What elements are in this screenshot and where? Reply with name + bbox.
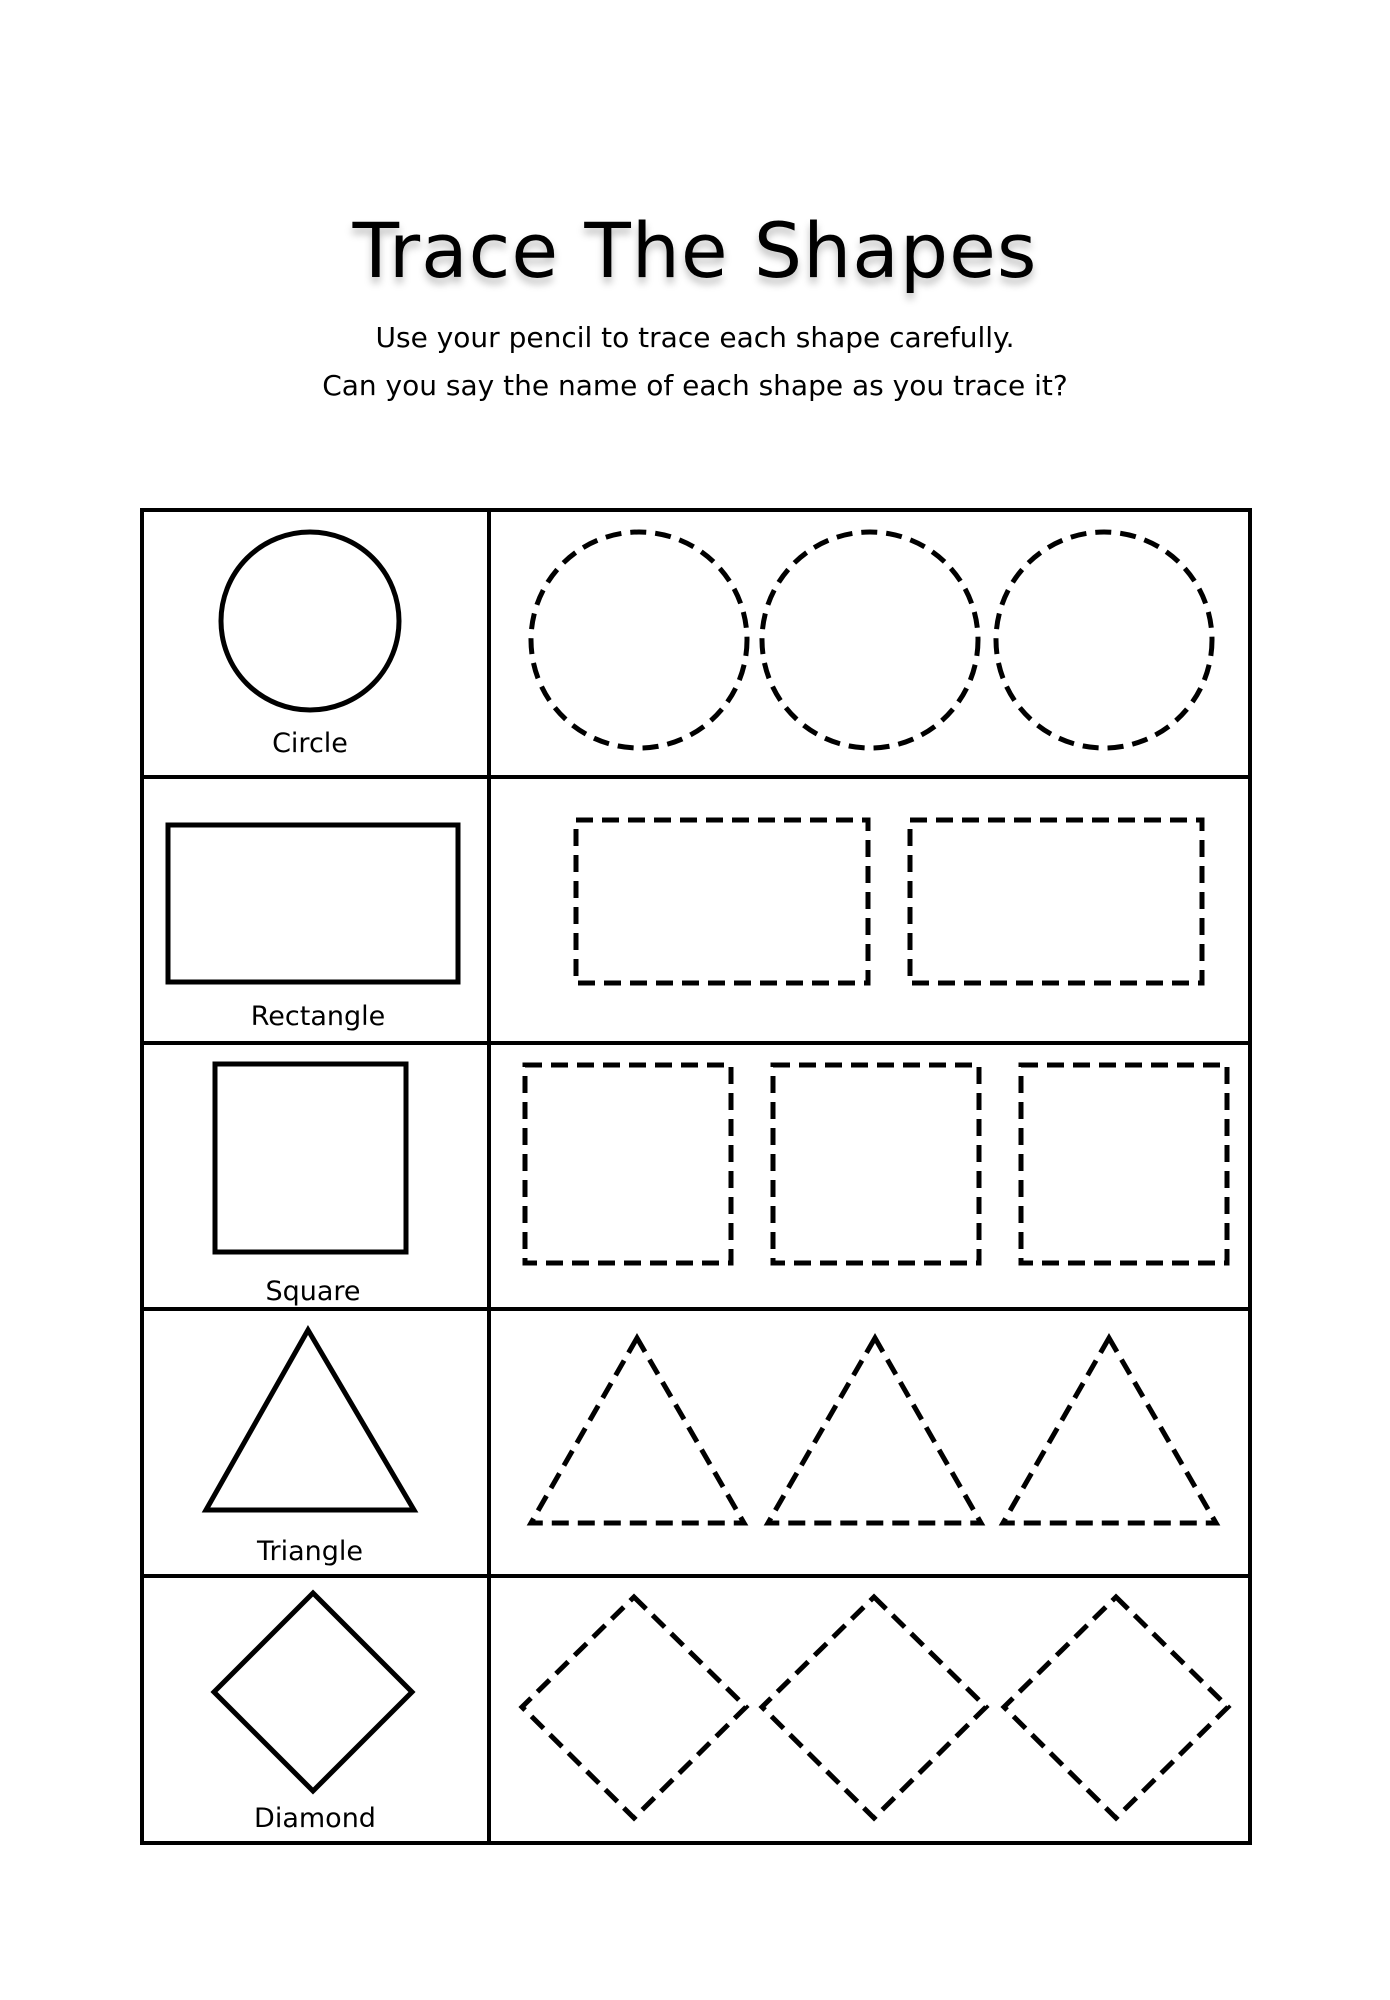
- table-row-triangle: [206, 1330, 1216, 1567]
- trace-rectangle-1[interactable]: [576, 820, 868, 983]
- instruction-line-1: Use your pencil to trace each shape carefully.: [375, 321, 1015, 354]
- trace-circle-3[interactable]: [996, 532, 1212, 748]
- trace-diamond-1[interactable]: [522, 1597, 746, 1818]
- table-row-diamond: [214, 1593, 1228, 1834]
- trace-circle-1[interactable]: [531, 532, 747, 748]
- trace-triangle-3[interactable]: [1003, 1338, 1216, 1523]
- shape-label-square: Square: [265, 1276, 361, 1307]
- trace-triangle-1[interactable]: [531, 1338, 744, 1523]
- trace-diamond-3[interactable]: [1004, 1597, 1228, 1818]
- table-row-rectangle: [168, 820, 1202, 1032]
- square-icon: [215, 1064, 406, 1252]
- shape-label-diamond: Diamond: [254, 1803, 376, 1834]
- rectangle-icon: [168, 825, 458, 982]
- trace-rectangle-2[interactable]: [910, 820, 1202, 983]
- table-row-circle: [221, 532, 1212, 759]
- shape-label-rectangle: Rectangle: [250, 1001, 386, 1032]
- trace-square-2[interactable]: [773, 1065, 979, 1263]
- shape-label-triangle: Triangle: [256, 1536, 364, 1567]
- diamond-icon: [214, 1593, 412, 1791]
- page-title: Trace The Shapes: [352, 206, 1038, 295]
- shape-label-circle: Circle: [272, 728, 348, 759]
- table-row-square: [215, 1064, 1227, 1307]
- triangle-icon: [206, 1330, 414, 1510]
- trace-circle-2[interactable]: [762, 532, 978, 748]
- trace-square-3[interactable]: [1021, 1065, 1227, 1263]
- trace-square-1[interactable]: [525, 1065, 731, 1263]
- instruction-line-2: Can you say the name of each shape as you trace it?: [322, 369, 1068, 402]
- trace-triangle-2[interactable]: [768, 1338, 981, 1523]
- circle-icon: [221, 532, 399, 710]
- trace-diamond-2[interactable]: [762, 1597, 986, 1818]
